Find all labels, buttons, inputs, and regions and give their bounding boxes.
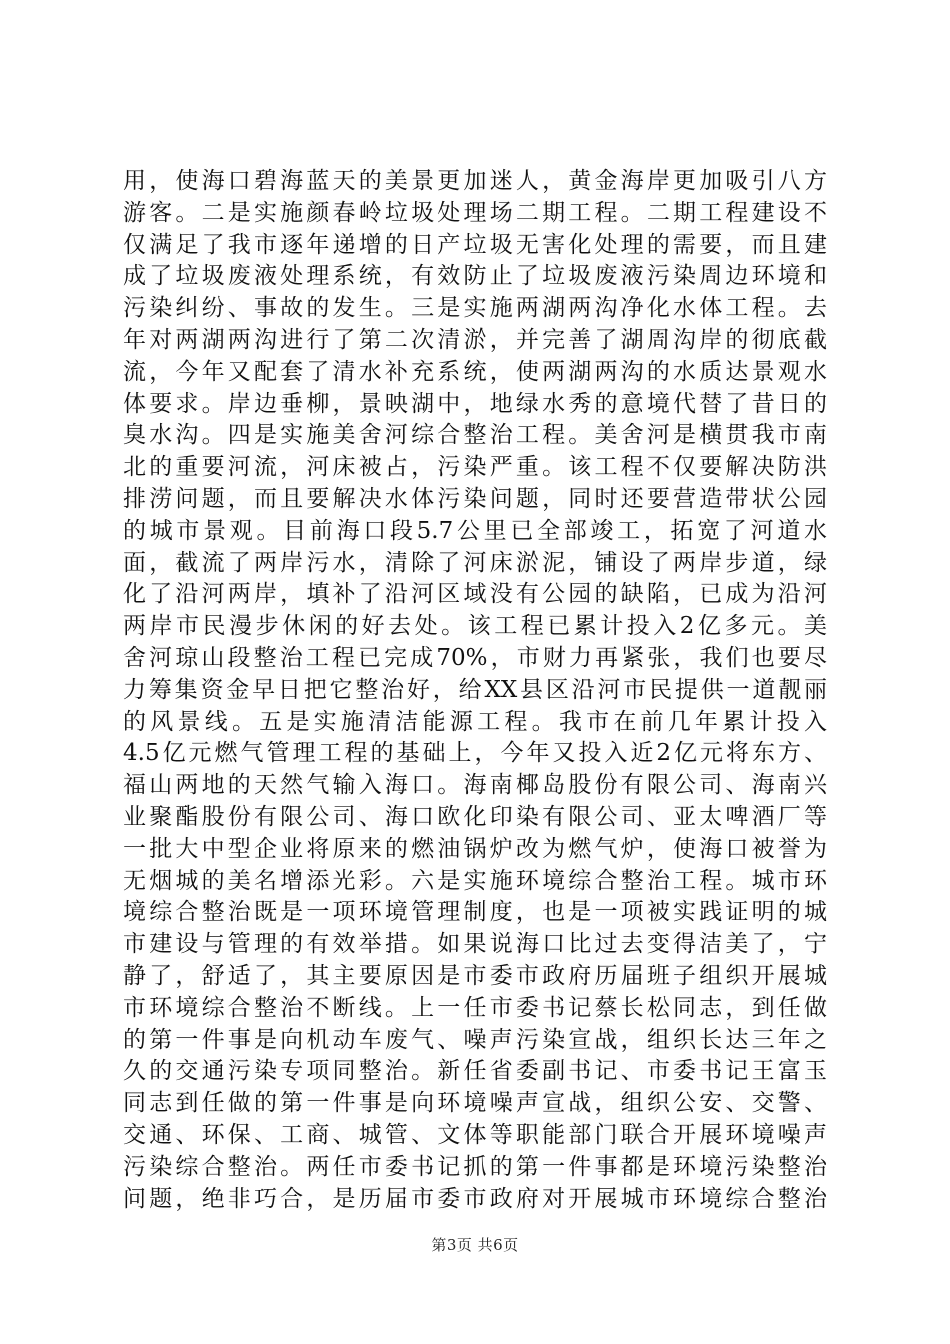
text-line: 体要求。岸边垂柳，景映湖中，地绿水秀的意境代替了昔日的 <box>123 390 827 417</box>
text-line: 交通、环保、工商、城管、文体等职能部门联合开展环境噪声 <box>123 1121 827 1148</box>
text-line: 问题，绝非巧合，是历届市委市政府对开展城市环境综合整治 <box>123 1185 827 1212</box>
text-line: 市环境综合整治不断线。上一任市委书记蔡长松同志，到任做 <box>123 994 827 1021</box>
text-line: 成了垃圾废液处理系统，有效防止了垃圾废液污染周边环境和 <box>123 263 827 290</box>
text-line: 年对两湖两沟进行了第二次清淤，并完善了湖周沟岸的彻底截 <box>123 326 827 353</box>
text-line: 化了沿河两岸，填补了沿河区域没有公园的缺陷，已成为沿河 <box>123 581 827 608</box>
text-line: 污染纠纷、事故的发生。三是实施两湖两沟净化水体工程。去 <box>123 295 827 322</box>
text-line: 一批大中型企业将原来的燃油锅炉改为燃气炉，使海口被誉为 <box>123 835 827 862</box>
text-line: 污染综合整治。两任市委书记抓的第一件事都是环境污染整治 <box>123 1153 827 1180</box>
text-line: 北的重要河流，河床被占，污染严重。该工程不仅要解决防洪 <box>123 454 827 481</box>
text-line: 同志到任做的第一件事是向环境噪声宣战，组织公安、交警、 <box>123 1090 827 1117</box>
text-line: 市建设与管理的有效举措。如果说海口比过去变得洁美了，宁 <box>123 931 827 958</box>
text-line: 的风景线。五是实施清洁能源工程。我市在前几年累计投入 <box>123 708 827 735</box>
text-line: 4.5亿元燃气管理工程的基础上，今年又投入近2亿元将东方、 <box>123 740 827 767</box>
text-line: 舍河琼山段整治工程已完成70%，市财力再紧张，我们也要尽 <box>123 644 827 671</box>
text-line: 游客。二是实施颜春岭垃圾处理场二期工程。二期工程建设不 <box>123 199 827 226</box>
text-line: 的城市景观。目前海口段5.7公里已全部竣工，拓宽了河道水 <box>123 517 827 544</box>
body-paragraph <box>123 166 827 1215</box>
text-line: 用，使海口碧海蓝天的美景更加迷人，黄金海岸更加吸引八方 <box>123 168 827 194</box>
text-line: 排涝问题，而且要解决水体污染问题，同时还要营造带状公园 <box>123 485 827 512</box>
text-line: 的第一件事是向机动车废气、噪声污染宣战，组织长达三年之 <box>123 1026 827 1053</box>
text-line: 两岸市民漫步休闲的好去处。该工程已累计投入2亿多元。美 <box>123 613 827 640</box>
text-line: 境综合整治既是一项环境管理制度，也是一项被实践证明的城 <box>123 899 827 926</box>
text-line: 福山两地的天然气输入海口。海南椰岛股份有限公司、海南兴 <box>123 772 827 799</box>
text-line: 力筹集资金早日把它整治好，给XX县区沿河市民提供一道靓丽 <box>123 676 827 703</box>
text-line: 仅满足了我市逐年递增的日产垃圾无害化处理的需要，而且建 <box>123 231 827 258</box>
text-line: 久的交通污染专项同整治。新任省委副书记、市委书记王富玉 <box>123 1058 827 1085</box>
text-line: 面，截流了两岸污水，清除了河床淤泥，铺设了两岸步道，绿 <box>123 549 827 576</box>
page-footer: 第3页 共6页 <box>431 1236 519 1254</box>
text-line: 臭水沟。四是实施美舍河综合整治工程。美舍河是横贯我市南 <box>123 422 827 449</box>
text-line: 流，今年又配套了清水补充系统，使两湖两沟的水质达景观水 <box>123 358 827 385</box>
text-line: 静了，舒适了，其主要原因是市委市政府历届班子组织开展城 <box>123 962 827 989</box>
text-line: 无烟城的美名增添光彩。六是实施环境综合整治工程。城市环 <box>123 867 827 894</box>
text-line: 业聚酯股份有限公司、海口欧化印染有限公司、亚太啤酒厂等 <box>123 803 827 830</box>
